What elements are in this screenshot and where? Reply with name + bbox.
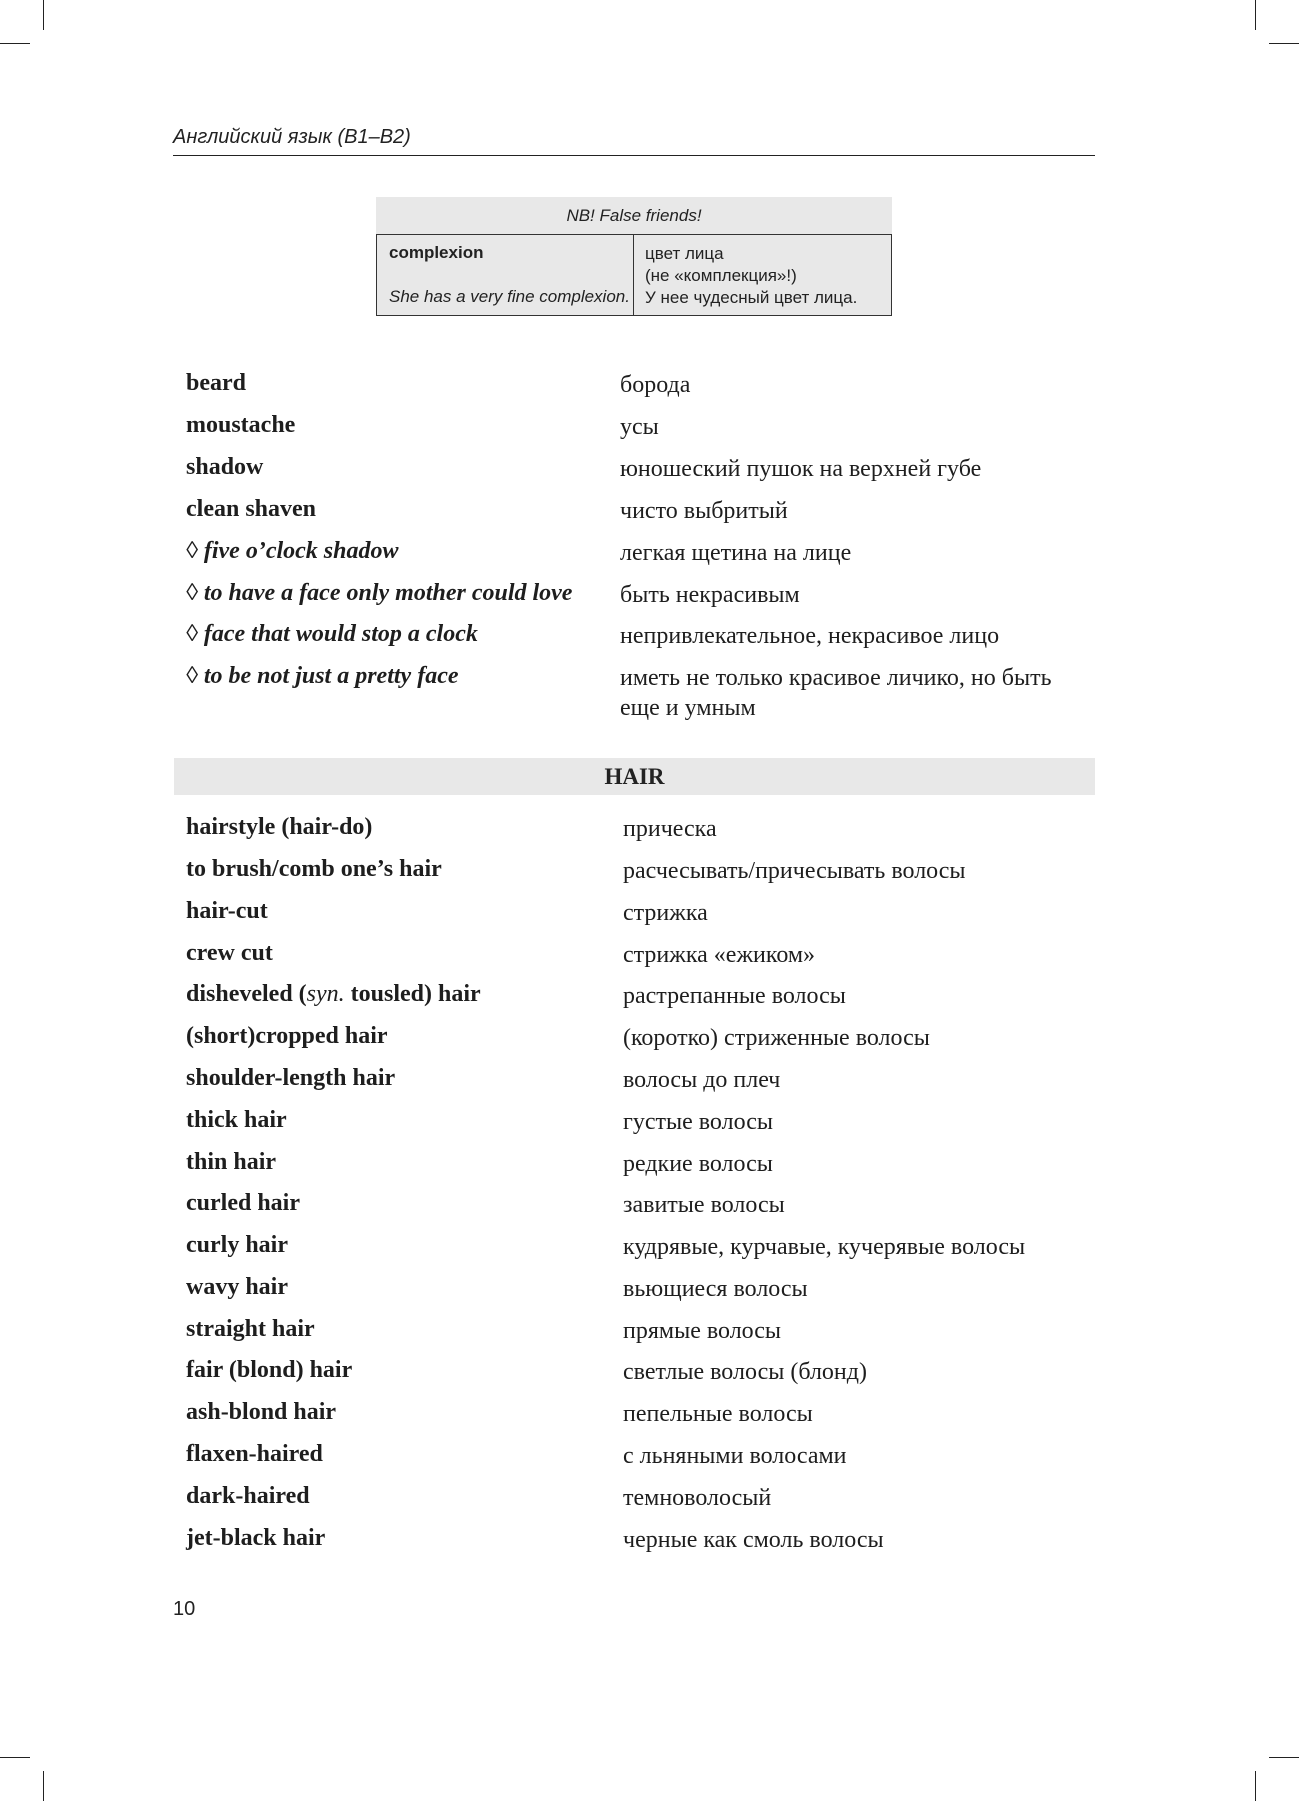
crop-mark [1255,0,1256,30]
term: hair-cut [186,898,268,924]
term: curled hair [186,1190,300,1216]
translation: густые волосы [623,1109,773,1135]
term: thick hair [186,1107,287,1133]
term-part: disheveled ( [186,981,307,1007]
term: wavy hair [186,1274,288,1300]
header-rule [173,155,1095,156]
false-friend-translation: цвет лица [645,244,724,263]
translation: с льняными волосами [623,1443,847,1469]
translation: редкие волосы [623,1151,773,1177]
section-heading-hair: HAIR [174,758,1095,795]
translation: быть некрасивым [620,582,800,608]
translation: расчесывать/причесывать волосы [623,858,966,884]
translation: растрепанные волосы [623,983,846,1009]
term-part: tousled) hair [344,981,481,1007]
term: dark-haired [186,1483,310,1509]
translation: кудрявые, курчавые, кучерявые волосы [623,1234,1026,1260]
crop-mark [1269,43,1299,44]
false-friend-example-translation: У нее чудесный цвет лица. [645,288,858,307]
translation: пепельные волосы [623,1401,813,1427]
translation: чисто выбритый [620,498,788,524]
translation: прическа [623,816,717,842]
translation: (коротко) стриженные волосы [623,1025,930,1051]
translation: завитые волосы [623,1192,785,1218]
idiom-term: ◊ face that would stop a clock [186,621,478,647]
term: shadow [186,454,264,480]
term: to brush/comb one’s hair [186,856,442,882]
term: fair (blond) hair [186,1357,353,1383]
term: moustache [186,412,296,438]
term: curly hair [186,1232,288,1258]
term: beard [186,370,246,396]
false-friends-table [376,234,892,316]
term: flaxen-haired [186,1441,323,1467]
page-number: 10 [173,1598,196,1620]
crop-mark [1255,1771,1256,1801]
term: thin hair [186,1149,277,1175]
translation: иметь не только красивое личико, но быть [620,665,1052,691]
term: crew cut [186,940,273,966]
false-friends-left-cell [377,235,634,315]
term: jet-black hair [186,1525,326,1551]
idiom-term: ◊ to have a face only mother could love [186,580,573,606]
term: clean shaven [186,496,317,522]
translation: черные как смоль волосы [623,1527,884,1553]
translation: борода [620,372,691,398]
translation: непривлекательное, некрасивое лицо [620,623,1000,649]
translation: волосы до плеч [623,1067,781,1093]
translation: темноволосый [623,1485,772,1511]
translation: усы [620,414,659,440]
translation: стрижка [623,900,708,926]
false-friend-example: She has a very fine complexion. [389,287,630,306]
crop-mark [0,43,30,44]
idiom-term: ◊ five o’clock shadow [186,538,399,564]
translation: стрижка «ежиком» [623,942,816,968]
running-head: Английский язык (B1–B2) [173,126,411,148]
crop-mark [43,0,44,30]
synonym-abbreviation: syn. [306,981,345,1007]
term: (short)cropped hair [186,1023,388,1049]
translation-continued: еще и умным [620,695,756,721]
idiom-term: ◊ to be not just a pretty face [186,663,459,689]
term: shoulder-length hair [186,1065,396,1091]
term: ash-blond hair [186,1399,337,1425]
translation: прямые волосы [623,1318,782,1344]
false-friend-word: complexion [389,243,484,262]
crop-mark [1269,1757,1299,1758]
crop-mark [0,1757,30,1758]
term: straight hair [186,1316,315,1342]
term [186,981,481,1008]
false-friend-note: (не «комплекция»!) [645,266,797,285]
translation: юношеский пушок на верхней губе [620,456,982,482]
term: hairstyle (hair-do) [186,814,373,840]
false-friends-right-cell [634,235,891,315]
crop-mark [43,1771,44,1801]
false-friends-title: NB! False friends! [376,197,892,234]
false-friends-box [376,197,892,316]
translation: светлые волосы (блонд) [623,1359,867,1385]
translation: вьющиеся волосы [623,1276,808,1302]
translation: легкая щетина на лице [620,540,852,566]
